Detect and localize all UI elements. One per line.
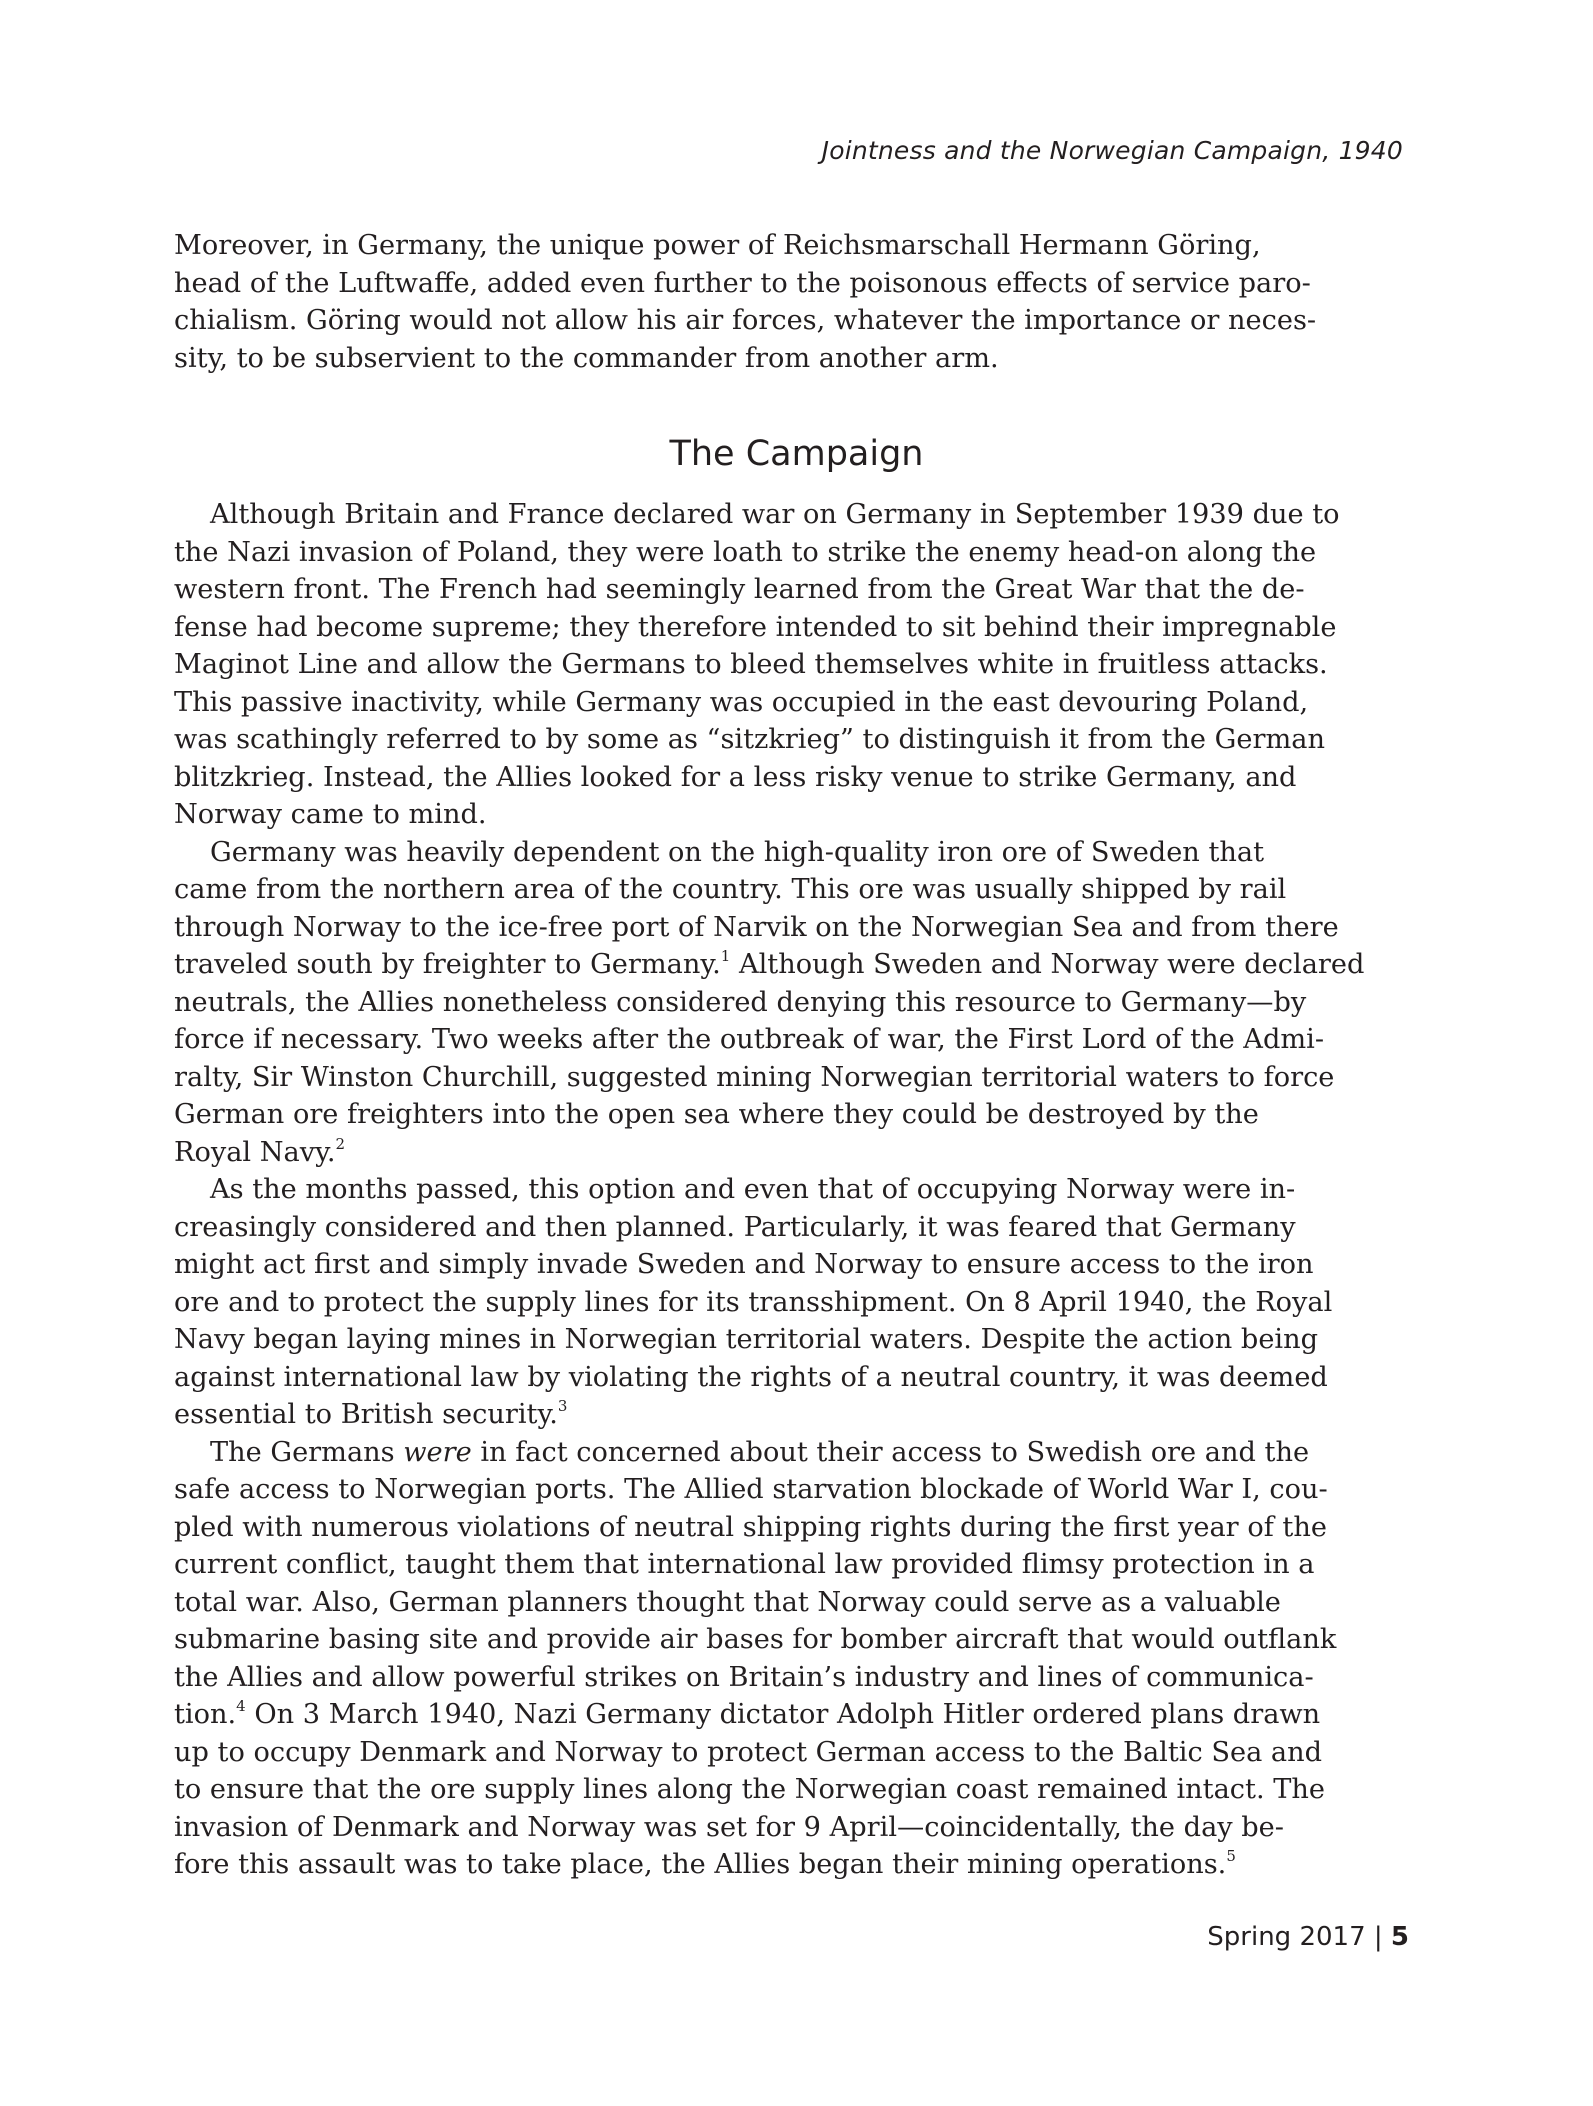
text-line: Norway came to mind. (174, 799, 487, 830)
text-segment: Although Sweden and Norway were declared (730, 949, 1365, 980)
text-line: was scathingly referred to by some as “sitzkrieg” to distinguish it from the German (174, 724, 1325, 755)
running-head: Jointness and the Norwegian Campaign, 1940 (821, 136, 1403, 165)
text-line: sity, to be subservient to the commander from another arm. (174, 342, 999, 374)
text-line: fense had become supreme; they therefore intended to sit behind their impregnable (174, 611, 1337, 643)
text-line: safe access to Norwegian ports. The Allied starvation blockade of World War I, cou- (174, 1474, 1328, 1505)
text-line (174, 1134, 1414, 1172)
text-line: chialism. Göring would not allow his air forces, whatever the importance or neces- (174, 305, 1317, 336)
text-line: invasion of Denmark and Norway was set for 9 April—coincidentally, the day be- (174, 1811, 1284, 1843)
text-line: Although Britain and France declared war on Germany in September 1939 due to (210, 499, 1340, 530)
text-line: western front. The French had seemingly learned from the Great War that the de- (174, 574, 1305, 605)
text-line: current conflict, taught them that international law provided flimsy protection in a (174, 1549, 1315, 1580)
text-line: the Allies and allow powerful strikes on Britain’s industry and lines of communica- (174, 1661, 1314, 1693)
text-line: head of the Luftwaffe, added even further to the poisonous effects of service paro- (174, 267, 1311, 299)
text-line: submarine basing site and provide air bases for bomber aircraft that would outflank (174, 1624, 1337, 1655)
text-line: neutrals, the Allies nonetheless considered denying this resource to Germany—by (174, 986, 1307, 1018)
text-line: ralty, Sir Winston Churchill, suggested mining Norwegian territorial waters to force (174, 1061, 1335, 1093)
text-segment: in fact concerned about their access to Swedish ore and the (471, 1436, 1310, 1468)
text-line: As the months passed, this option and even that of occupying Norway were in- (210, 1174, 1296, 1205)
issue-label: Spring 2017 | (1207, 1922, 1391, 1952)
footnote-marker[interactable]: 2 (335, 1134, 346, 1153)
text-line: German ore freighters into the open sea where they could be destroyed by the (174, 1099, 1259, 1130)
text-segment: tion. (174, 1699, 237, 1730)
text-segment: fore this assault was to take place, the Allies began their mining operations. (174, 1849, 1227, 1880)
text-segment: traveled south by freighter to Germany. (174, 949, 721, 980)
text-segment: Royal Navy. (174, 1136, 336, 1168)
text-line: force if necessary. Two weeks after the outbreak of war, the First Lord of the Admi- (174, 1024, 1325, 1055)
text-line: This passive inactivity, while Germany was occupied in the east devouring Poland, (174, 686, 1309, 718)
text-line (174, 1696, 1414, 1734)
text-line: to ensure that the ore supply lines along the Norwegian coast remained intact. The (174, 1774, 1325, 1805)
text-line (174, 1396, 1414, 1434)
text-line: ore and to protect the supply lines for its transshipment. On 8 April 1940, the Royal (174, 1286, 1333, 1318)
text-segment: The Germans (210, 1436, 404, 1468)
text-line: total war. Also, German planners thought that Norway could serve as a valuable (174, 1586, 1281, 1618)
text-line: came from the northern area of the country. This ore was usually shipped by rail (174, 874, 1287, 905)
text-line: creasingly considered and then planned. Particularly, it was feared that Germany (174, 1211, 1296, 1243)
text-segment: On 3 March 1940, Nazi Germany dictator Adolph Hitler ordered plans drawn (245, 1699, 1321, 1730)
page-footer (1207, 1922, 1409, 1952)
text-line: Navy began laying mines in Norwegian territorial waters. Despite the action being (174, 1324, 1319, 1355)
text-line: pled with numerous violations of neutral shipping rights during the first year of the (174, 1511, 1327, 1543)
text-line: Moreover, in Germany, the unique power of Reichsmarschall Hermann Göring, (174, 230, 1261, 261)
text-line (174, 1846, 1414, 1884)
text-line: against international law by violating the rights of a neutral country, it was deemed (174, 1361, 1328, 1393)
intro-paragraph (174, 227, 1414, 377)
text-line: might act first and simply invade Sweden and Norway to ensure access to the iron (174, 1249, 1314, 1280)
footnote-marker[interactable]: 5 (1226, 1847, 1236, 1865)
footnote-marker[interactable]: 3 (557, 1397, 568, 1415)
text-line: the Nazi invasion of Poland, they were loath to strike the enemy head-on along the (174, 536, 1317, 568)
text-line: up to occupy Denmark and Norway to protect German access to the Baltic Sea and (174, 1736, 1323, 1768)
text-line (174, 1434, 1414, 1472)
emphasis: were (403, 1436, 472, 1468)
footnote-marker[interactable]: 1 (720, 947, 731, 965)
page-number: 5 (1390, 1922, 1409, 1952)
body-text (174, 496, 1414, 1884)
text-line: blitzkrieg. Instead, the Allies looked for a less risky venue to strike Germany, and (174, 761, 1297, 793)
text-line: through Norway to the ice-free port of Narvik on the Norwegian Sea and from there (174, 911, 1339, 943)
text-line (174, 946, 1414, 984)
section-heading: The Campaign (669, 434, 924, 474)
text-line: Maginot Line and allow the Germans to bleed themselves white in fruitless attacks. (174, 649, 1328, 680)
text-segment: essential to British security. (174, 1399, 558, 1430)
footnote-marker[interactable]: 4 (236, 1697, 246, 1715)
text-line: Germany was heavily dependent on the high-quality iron ore of Sweden that (210, 836, 1265, 868)
